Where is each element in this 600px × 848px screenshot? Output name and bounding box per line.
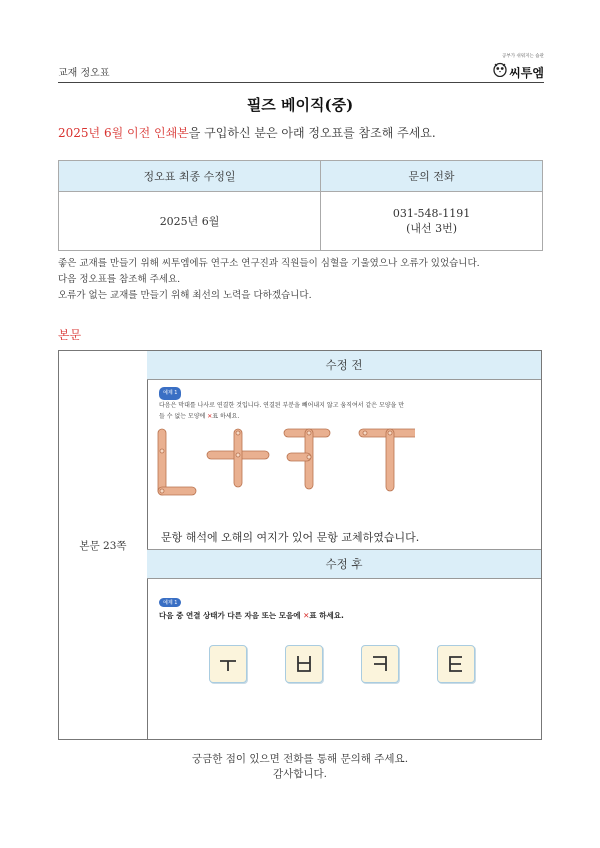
before-question-line: 표 하세요. (212, 413, 240, 420)
before-question-line: 다음은 막대를 나사로 연결한 것입니다. 연결된 부분을 빼어내지 않고 움직여서 같은 모양을 만 (159, 402, 405, 409)
logo-name: 씨투엠 (509, 65, 544, 80)
publisher-logo (493, 54, 544, 80)
after-header: 수정 후 (147, 549, 541, 579)
letter-tile (361, 645, 399, 683)
correction-table (58, 350, 542, 740)
section-title: 본문 (58, 328, 82, 342)
owl-icon (493, 61, 507, 77)
document-type-label: 교재 정오표 (58, 68, 110, 79)
before-question-line: 들 수 없는 모양에 (159, 413, 208, 420)
header-contact-phone: 문의 전화 (321, 161, 543, 192)
letter-tiles (209, 645, 475, 683)
before-header: 수정 전 (147, 351, 541, 380)
phone-number: 031-548-1191 (392, 207, 471, 220)
revision-date-value: 2025년 6월 (59, 192, 321, 251)
intro-line: 다음 정오표를 참조해 주세요. (58, 274, 181, 285)
contact-phone-cell (321, 192, 543, 251)
before-question (159, 387, 404, 422)
after-question (159, 597, 344, 621)
page-title: 필즈 베이직(중) (246, 96, 354, 114)
x-mark-icon: ✕ (207, 413, 213, 420)
stick-shapes-illustration (155, 423, 415, 503)
intro-line: 좋은 교재를 만들기 위해 씨투엠에듀 연구소 연구진과 직원들이 심혈을 기울였으나 오류가 있었습니다. (58, 258, 480, 269)
letter-t-glyph (445, 653, 467, 675)
letter-tile (285, 645, 323, 683)
closing-message (0, 752, 600, 782)
letter-tile (209, 645, 247, 683)
closing-line: 감사합니다. (272, 768, 328, 780)
example-badge: 예제 1 (159, 598, 181, 607)
page-header (58, 54, 544, 82)
phone-extension: (내선 3번) (406, 222, 458, 235)
example-badge: 예제 1 (159, 387, 181, 400)
closing-line: 궁금한 점이 있으면 전화를 통해 문의해 주세요. (191, 753, 409, 765)
info-table (58, 160, 543, 251)
letter-k-glyph (369, 653, 391, 675)
after-question-text: 다음 중 연결 상태가 다른 자음 또는 모음에 ✕표 하세요. (159, 611, 344, 620)
intro-paragraph (58, 256, 480, 304)
letter-tile (437, 645, 475, 683)
notice-highlight: 2025년 6월 이전 인쇄본 (58, 126, 189, 140)
replacement-note: 문항 해석에 오해의 여지가 있어 문항 교체하였습니다. (161, 531, 420, 544)
intro-line: 오류가 없는 교재를 만들기 위해 최선의 노력을 다하겠습니다. (58, 290, 312, 301)
page-reference: 본문 23쪽 (59, 351, 148, 739)
notice-rest: 을 구입하신 분은 아래 정오표를 참조해 주세요. (188, 126, 436, 140)
letter-b-glyph (293, 653, 315, 675)
notice-text (58, 124, 436, 141)
header-divider (58, 82, 544, 83)
letter-u-glyph (217, 653, 239, 675)
x-mark-icon: ✕ (303, 611, 310, 620)
logo-tagline: 공부가 쉬워지는 습관 (502, 54, 544, 59)
header-revision-date: 정오표 최종 수정일 (59, 161, 321, 192)
